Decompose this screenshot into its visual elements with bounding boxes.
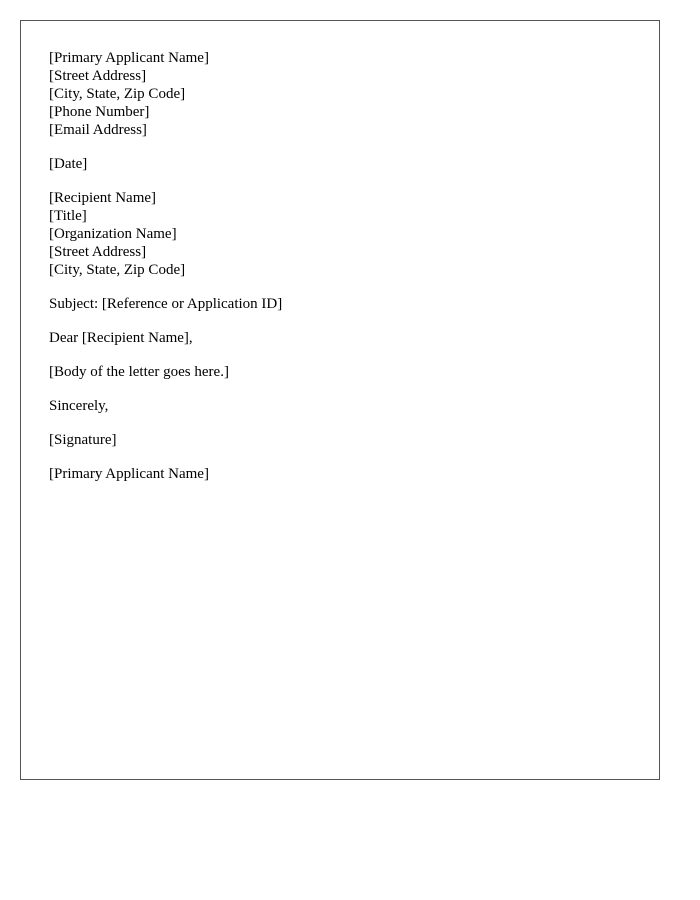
recipient-street: [Street Address]: [49, 244, 147, 260]
closing: Sincerely,: [49, 398, 109, 414]
sender-email: [Email Address]: [49, 122, 147, 138]
signer-name: [Primary Applicant Name]: [49, 466, 209, 482]
closing-block: [49, 397, 631, 415]
letter-page: [20, 20, 660, 780]
recipient-name: [Recipient Name]: [49, 190, 157, 206]
subject-line: Subject: [Reference or Application ID]: [49, 296, 283, 312]
salutation: Dear [Recipient Name],: [49, 330, 193, 346]
date-block: [49, 155, 631, 173]
salutation-block: [49, 329, 631, 347]
sender-city-state-zip: [City, State, Zip Code]: [49, 86, 186, 102]
recipient-title: [Title]: [49, 208, 87, 224]
sender-phone: [Phone Number]: [49, 104, 150, 120]
sender-street: [Street Address]: [49, 68, 147, 84]
recipient-organization: [Organization Name]: [49, 226, 177, 242]
letter-body: [Body of the letter goes here.]: [49, 364, 229, 380]
letter-date: [Date]: [49, 156, 88, 172]
signer-block: [49, 465, 631, 483]
signature: [Signature]: [49, 432, 117, 448]
sender-name: [Primary Applicant Name]: [49, 50, 209, 66]
body-block: [49, 363, 631, 381]
recipient-address-block: [49, 189, 631, 279]
signature-block: [49, 431, 631, 449]
letter-content: [49, 49, 631, 499]
recipient-city-state-zip: [City, State, Zip Code]: [49, 262, 186, 278]
subject-block: [49, 295, 631, 313]
sender-address-block: [49, 49, 631, 139]
